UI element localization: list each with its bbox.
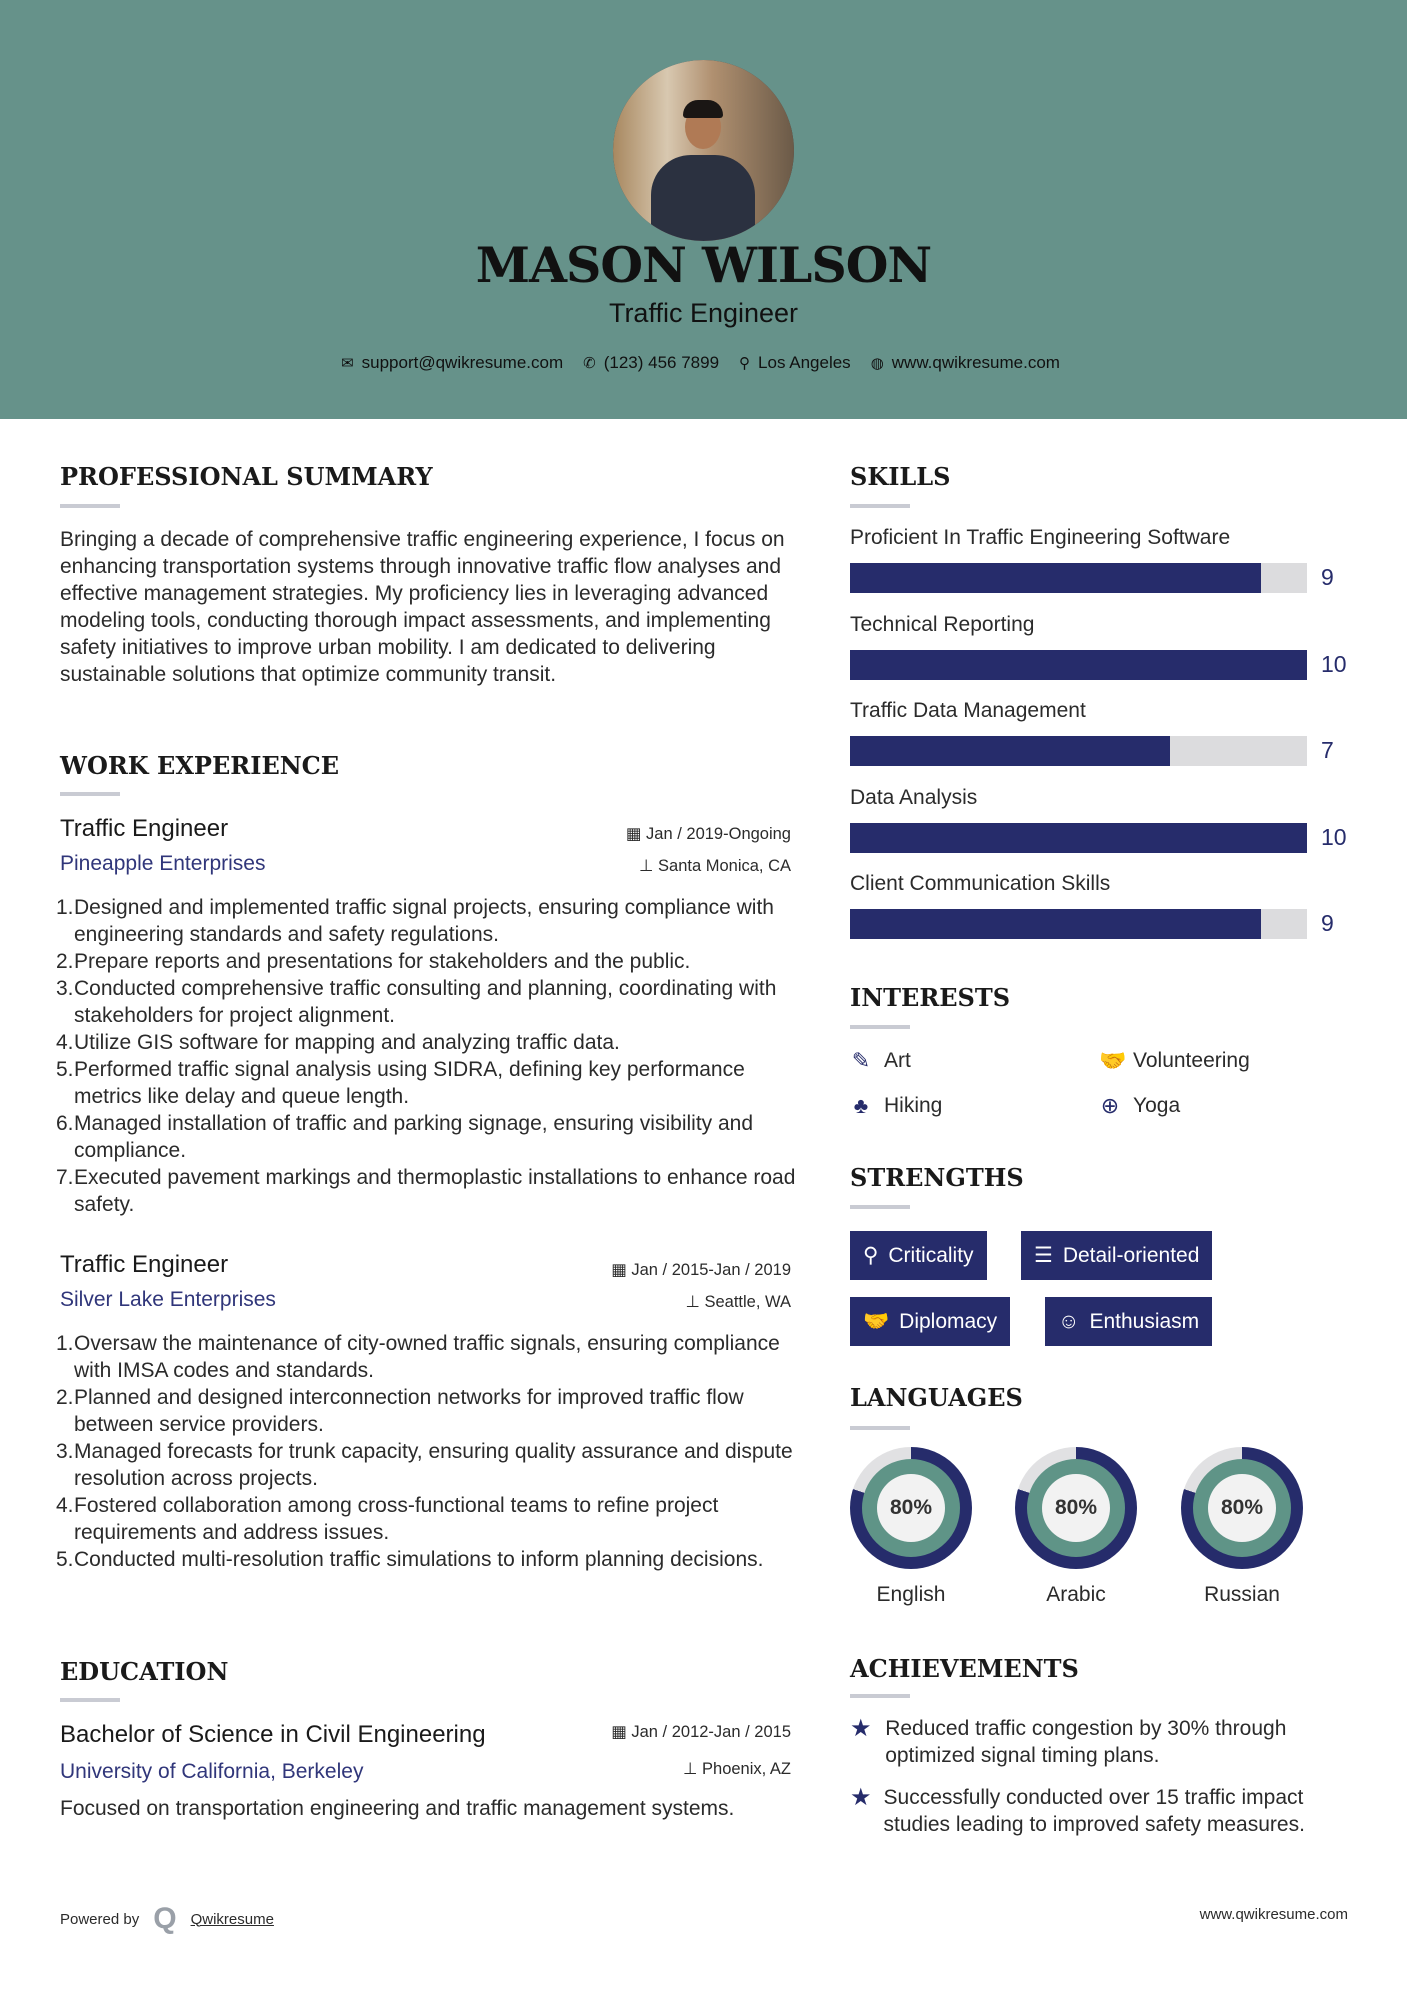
item-number: 7. [56,1166,74,1189]
summary-text: Bringing a decade of comprehensive traffic engineering experience, I focus on enhancing transportation systems through innovative traffic flow analyses and effective management strategies. My proficiency lies in leveraging advanced modeling tools, conducting thorough impact assessments, and implementing safety initiatives to improve urban mobility. I am dedicated to delivering sustainable solutions that optimize community transit. [60,528,785,686]
skill-bar-fill [850,650,1307,680]
skill-rating: 7 [1321,737,1334,763]
item-text: Conducted comprehensive traffic consulting and planning, coordinating with stakeholders for project alignment. [74,977,777,1027]
language-name: Russian [1204,1583,1280,1606]
section-divider [60,1698,120,1702]
degree: Bachelor of Science in Civil Engineering [60,1721,486,1748]
list-item [56,1438,796,1492]
skill-rating: 9 [1321,910,1334,936]
item-text: Planned and designed interconnection networks for improved traffic flow between service providers. [74,1386,744,1436]
list-item [56,1546,796,1573]
skill-bar [850,909,1307,939]
interest-label: Yoga [1133,1094,1181,1117]
item-text: Conducted multi-resolution traffic simulations to inform planning decisions. [74,1548,764,1571]
language-donut [1181,1447,1303,1569]
interest-label: Volunteering [1133,1049,1250,1072]
handshake-icon: 🤝 [863,1309,890,1333]
calendar-icon: ▦ [611,1261,632,1279]
location-text: Santa Monica, CA [658,857,791,875]
item-text: Oversaw the maintenance of city-owned traffic signals, ensuring compliance with IMSA codes and standards. [74,1332,780,1382]
item-number: 1. [56,1332,74,1355]
qwikresume-link[interactable]: Qwikresume [190,1910,274,1928]
strength-badge [850,1297,1010,1346]
location-text: Phoenix, AZ [702,1760,791,1778]
candidate-name: MASON WILSON [475,236,932,294]
language-name: Arabic [1046,1583,1106,1606]
item-number: 4. [56,1031,74,1054]
company-name: Pineapple Enterprises [60,852,266,875]
paintbrush-icon: ✎ [851,1048,871,1073]
strength-badge [1021,1231,1212,1280]
item-text: Performed traffic signal analysis using SIDRA, defining key performance metrics like delay and queue length. [74,1058,745,1108]
item-number: 3. [56,1440,74,1463]
smile-icon: ☺ [1058,1309,1080,1333]
list-item [56,1384,796,1438]
achievements-heading: ACHIEVEMENTS [850,1654,1079,1683]
skill-bar-fill [850,909,1261,939]
work-heading: WORK EXPERIENCE [60,751,340,780]
languages-heading: LANGUAGES [850,1383,1023,1412]
lifering-icon: ⊕ [1100,1093,1120,1118]
list-item [56,1029,796,1056]
location-text: Los Angeles [758,353,851,372]
interest-label: Hiking [884,1094,943,1117]
donut-center [877,1474,945,1542]
pin-icon: ⊥ [685,1293,705,1311]
skill-name: Traffic Data Management [850,699,1086,722]
list-item [56,975,796,1029]
skill-bar [850,563,1307,593]
item-text: Fostered collaboration among cross-functional teams to refine project requirements and address issues. [74,1494,719,1544]
star-icon: ★ [850,1715,872,1742]
language-donut [850,1447,972,1569]
donut-ring [1027,1459,1125,1557]
skill-name: Proficient In Traffic Engineering Software [850,526,1231,549]
item-number: 6. [56,1112,74,1135]
item-number: 5. [56,1548,74,1571]
skill-bar-fill [850,736,1170,766]
list-item [56,948,796,975]
responsibilities-list [56,894,796,1218]
list-item [56,1492,796,1546]
interests-heading: INTERESTS [850,983,1011,1012]
job-location [491,1292,791,1312]
item-text: Managed installation of traffic and parking signage, ensuring visibility and compliance. [74,1112,754,1162]
powered-by-text: Powered by [60,1910,140,1928]
profile-photo [613,60,794,241]
qwikresume-logo-icon: Q [153,1902,177,1935]
skill-bar [850,650,1307,680]
item-number: 2. [56,950,74,973]
language-donut [1015,1447,1137,1569]
website-link[interactable]: www.qwikresume.com [891,353,1060,372]
footer-powered [60,1902,274,1936]
envelope-icon: ✉ [341,355,354,372]
summary-heading: PROFESSIONAL SUMMARY [60,462,433,491]
strength-label: Criticality [888,1243,974,1267]
language-percent: 80% [1220,1496,1264,1519]
interest-item [1099,1048,1250,1074]
skill-name: Client Communication Skills [850,872,1111,895]
location-text: Seattle, WA [704,1293,791,1311]
pin-icon: ⊥ [639,857,659,875]
list-item [56,1110,796,1164]
list-item [56,1164,796,1218]
skill-name: Data Analysis [850,785,978,809]
skill-bar-fill [850,823,1307,853]
donut-center [1208,1474,1276,1542]
strength-label: Enthusiasm [1089,1309,1200,1333]
item-number: 1. [56,896,74,919]
item-text: Utilize GIS software for mapping and analyzing traffic data. [74,1031,620,1054]
list-icon: ☰ [1034,1244,1053,1267]
calendar-icon: ▦ [625,825,647,843]
item-text: Managed forecasts for trunk capacity, ensuring quality assurance and dispute resolution across projects. [74,1440,793,1490]
school: University of California, Berkeley [60,1760,364,1783]
skill-rating: 10 [1321,823,1347,850]
strength-label: Diplomacy [899,1309,998,1333]
item-text: Designed and implemented traffic signal projects, ensuring compliance with engineering standards and safety regulations. [74,896,774,946]
strength-label: Detail-oriented [1062,1243,1200,1267]
strength-badge [1045,1297,1212,1346]
job-title: Traffic Engineer [60,815,229,842]
language-name: English [876,1583,946,1606]
list-item [56,1056,796,1110]
email-link[interactable]: support@qwikresume.com [361,353,564,372]
skill-rating: 10 [1321,650,1347,677]
section-divider [850,1694,910,1698]
interest-item [850,1093,942,1119]
section-divider [850,1205,910,1209]
job-location [491,856,791,876]
skill-bar [850,736,1307,766]
education-location [491,1759,791,1779]
achievement-text: Successfully conducted over 15 traffic impact studies leading to improved safety measures. [883,1786,1305,1836]
skill-name: Technical Reporting [850,612,1035,636]
contact-bar [0,353,1407,373]
job-title: Traffic Engineer [608,298,799,328]
achievement-item [850,1715,1350,1769]
strengths-heading: STRENGTHS [850,1163,1024,1192]
language-percent: 80% [889,1496,933,1519]
education-heading: EDUCATION [60,1657,229,1686]
achievement-text: Reduced traffic congestion by 30% through optimized signal timing plans. [885,1717,1287,1767]
interest-item [1099,1093,1180,1119]
dates-text: Jan / 2015-Jan / 2019 [631,1261,791,1279]
list-item [56,894,796,948]
section-divider [60,792,120,796]
donut-ring [862,1459,960,1557]
section-divider [850,1426,910,1430]
language-percent: 80% [1054,1496,1098,1519]
item-number: 5. [56,1058,74,1081]
interest-item [850,1048,911,1074]
donut-center [1042,1474,1110,1542]
list-item [56,1330,796,1384]
job-dates [491,824,791,844]
phone-icon: ✆ [583,355,596,372]
item-number: 3. [56,977,74,1000]
tree-icon: ♣ [853,1093,869,1118]
job-title: Traffic Engineer [60,1251,229,1278]
education-description: Focused on transportation engineering and traffic management systems. [60,1797,735,1820]
section-divider [850,1025,910,1029]
dates-text: Jan / 2019-Ongoing [646,825,791,843]
skill-bar-fill [850,563,1261,593]
footer-website[interactable]: www.qwikresume.com [1199,1906,1348,1923]
item-text: Prepare reports and presentations for stakeholders and the public. [74,950,691,973]
responsibilities-list [56,1330,796,1573]
star-icon: ★ [850,1784,872,1811]
job-dates [491,1260,791,1280]
item-number: 4. [56,1494,74,1517]
section-divider [850,504,910,508]
company-name: Silver Lake Enterprises [60,1288,276,1311]
phone-text: (123) 456 7899 [603,353,720,372]
calendar-icon: ▦ [611,1723,632,1741]
section-divider [60,504,120,508]
skill-rating: 9 [1321,564,1334,590]
interest-label: Art [884,1049,911,1072]
dates-text: Jan / 2012-Jan / 2015 [631,1723,791,1741]
donut-ring [1193,1459,1291,1557]
pin-icon: ⊥ [683,1760,703,1778]
strength-badge [850,1231,987,1280]
achievement-item [850,1784,1350,1838]
search-icon: ⚲ [863,1244,879,1267]
handshake-icon: 🤝 [1099,1048,1127,1073]
item-text: Executed pavement markings and thermoplastic installations to enhance road safety. [74,1166,796,1216]
education-dates [491,1722,791,1742]
skill-bar [850,823,1307,853]
skills-heading: SKILLS [850,462,951,491]
globe-icon: ◍ [870,355,884,372]
map-pin-icon: ⚲ [739,355,751,372]
item-number: 2. [56,1386,74,1409]
